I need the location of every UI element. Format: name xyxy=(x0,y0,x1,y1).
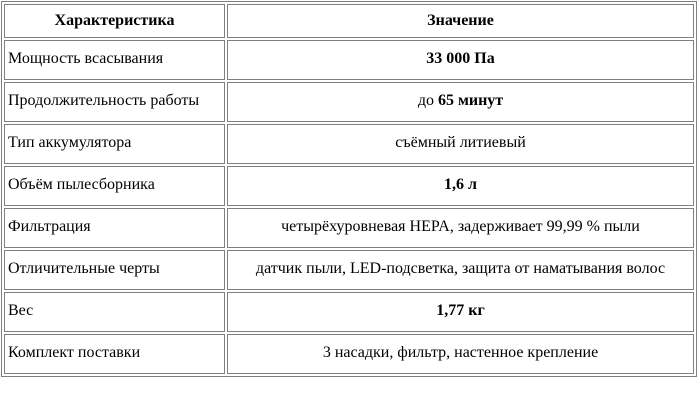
row-value-battery-type: съёмный литиевый xyxy=(227,124,694,164)
table-row xyxy=(4,166,694,206)
row-value-suction-power: 33 000 Па xyxy=(227,40,694,80)
row-value-weight: 1,77 кг xyxy=(227,292,694,332)
header-value: Значение xyxy=(227,4,694,38)
row-label-package-contents: Комплект поставки xyxy=(4,334,225,374)
table-row xyxy=(4,334,694,374)
row-label-filtration: Фильтрация xyxy=(4,208,225,248)
table-row xyxy=(4,124,694,164)
header-characteristic: Характеристика xyxy=(4,4,225,38)
table-row xyxy=(4,208,694,248)
table-row xyxy=(4,82,694,122)
row-label-runtime: Продолжительность работы xyxy=(4,82,225,122)
table-row xyxy=(4,292,694,332)
row-label-features: Отличительные черты xyxy=(4,250,225,290)
table-row xyxy=(4,250,694,290)
row-label-suction-power: Мощность всасывания xyxy=(4,40,225,80)
runtime-amount: 65 минут xyxy=(437,92,504,109)
row-value-package-contents: 3 насадки, фильтр, настенное крепление xyxy=(227,334,694,374)
table-row xyxy=(4,40,694,80)
row-value-filtration: четырёхуровневая HEPA, задерживает 99,99 % пыли xyxy=(227,208,694,248)
row-value-runtime xyxy=(227,82,694,122)
row-label-weight: Вес xyxy=(4,292,225,332)
row-label-battery-type: Тип аккумулятора xyxy=(4,124,225,164)
row-value-dustbin-volume: 1,6 л xyxy=(227,166,694,206)
row-label-dustbin-volume: Объём пылесборника xyxy=(4,166,225,206)
table-header-row xyxy=(4,4,694,38)
specifications-table xyxy=(1,1,697,377)
row-value-features: датчик пыли, LED-подсветка, защита от наматывания волос xyxy=(227,250,694,290)
runtime-prefix: до xyxy=(417,92,438,109)
